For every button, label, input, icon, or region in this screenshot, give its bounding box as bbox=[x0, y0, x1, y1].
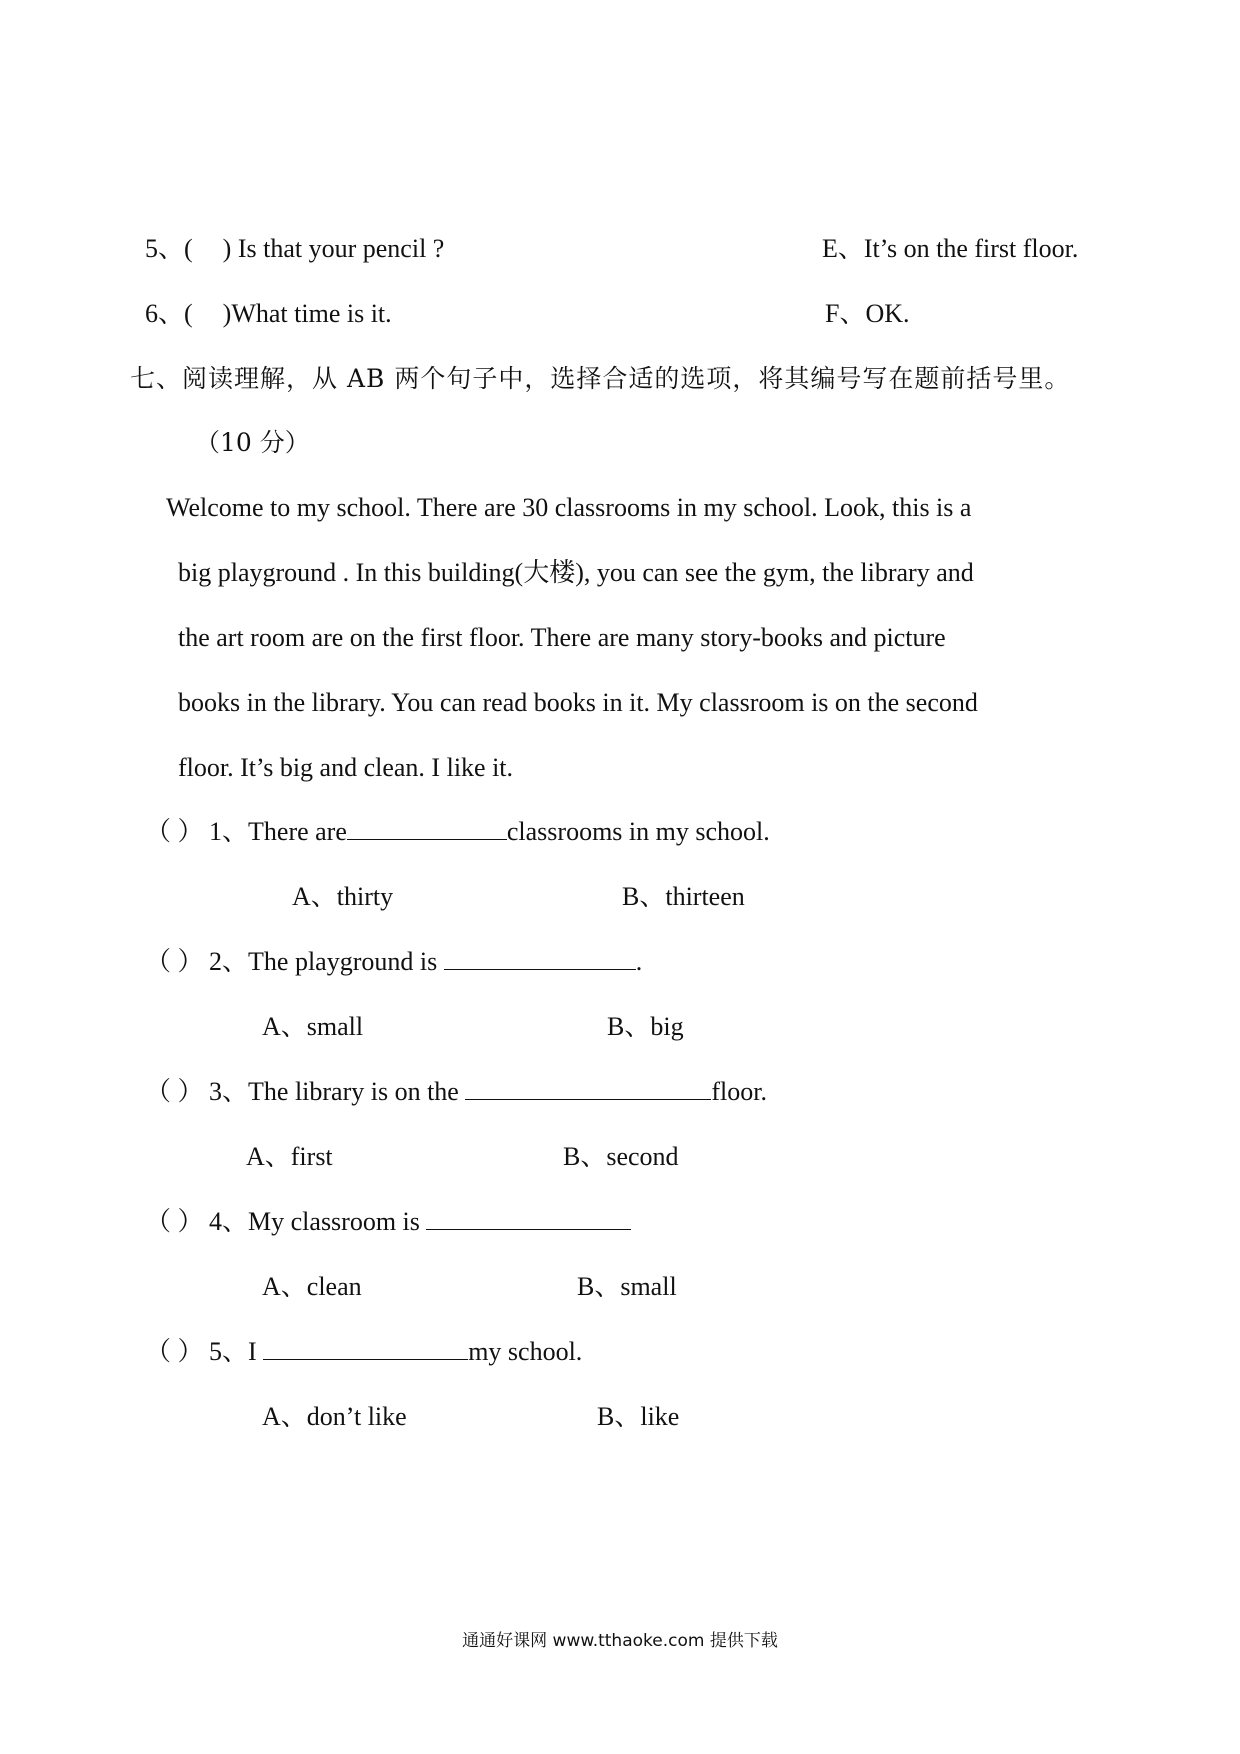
answer-bracket[interactable]: （ ） bbox=[145, 1207, 204, 1236]
question-1: （ ） 1、There are classrooms in my school. bbox=[145, 815, 770, 849]
passage-line: big playground . In this building(大楼), you can see the gym, the library and bbox=[178, 558, 974, 587]
passage-line: floor. It’s big and clean. I like it. bbox=[178, 753, 514, 782]
fill-blank[interactable] bbox=[263, 1335, 468, 1360]
fill-blank[interactable] bbox=[465, 1075, 711, 1100]
question-4: （ ） 4、My classroom is bbox=[145, 1205, 631, 1239]
fill-blank[interactable] bbox=[444, 945, 636, 970]
passage-line: books in the library. You can read books in it. My classroom is on the second bbox=[178, 688, 978, 717]
passage-line: the art room are on the first floor. There are many story-books and picture bbox=[178, 623, 946, 652]
fill-blank[interactable] bbox=[347, 815, 507, 840]
option-a: A、clean bbox=[262, 1272, 362, 1301]
answer-bracket[interactable]: （ ） bbox=[145, 1077, 204, 1106]
option-b: B、big bbox=[607, 1012, 684, 1041]
option-a: A、thirty bbox=[292, 882, 394, 911]
passage-line: Welcome to my school. There are 30 classrooms in my school. Look, this is a bbox=[166, 493, 972, 522]
reading-passage bbox=[166, 475, 1113, 800]
answer-bracket[interactable]: （ ） bbox=[145, 947, 204, 976]
option-b: B、small bbox=[577, 1272, 677, 1301]
match-item-6: 6、( )What time is it. bbox=[145, 299, 392, 328]
section-heading: 七、阅读理解，从 AB 两个句子中，选择合适的选项，将其编号写在题前括号里。 bbox=[130, 364, 1071, 393]
match-answer-e: E、It’s on the first floor. bbox=[822, 234, 1079, 263]
option-b: B、like bbox=[597, 1402, 680, 1431]
option-b: B、thirteen bbox=[622, 882, 745, 911]
option-a: A、don’t like bbox=[262, 1402, 407, 1431]
match-item-5: 5、( ) Is that your pencil ? bbox=[145, 234, 445, 263]
answer-bracket[interactable]: （ ） bbox=[145, 1337, 204, 1366]
page-footer: 通通好课网 www.tthaoke.com 提供下载 bbox=[462, 1631, 778, 1651]
match-answer-f: F、OK. bbox=[825, 299, 910, 328]
option-b: B、second bbox=[563, 1142, 679, 1171]
question-3: （ ） 3、The library is on the floor. bbox=[145, 1075, 767, 1109]
match-question: What time is it. bbox=[231, 299, 392, 328]
answer-bracket[interactable]: （ ） bbox=[145, 817, 204, 846]
question-2: （ ） 2、The playground is . bbox=[145, 945, 642, 979]
section-points: （10 分） bbox=[195, 428, 310, 457]
fill-blank[interactable] bbox=[426, 1205, 631, 1230]
option-a: A、small bbox=[262, 1012, 364, 1041]
option-a: A、first bbox=[246, 1142, 333, 1171]
match-question: Is that your pencil ? bbox=[237, 234, 445, 263]
question-5: （ ） 5、I my school. bbox=[145, 1335, 582, 1369]
